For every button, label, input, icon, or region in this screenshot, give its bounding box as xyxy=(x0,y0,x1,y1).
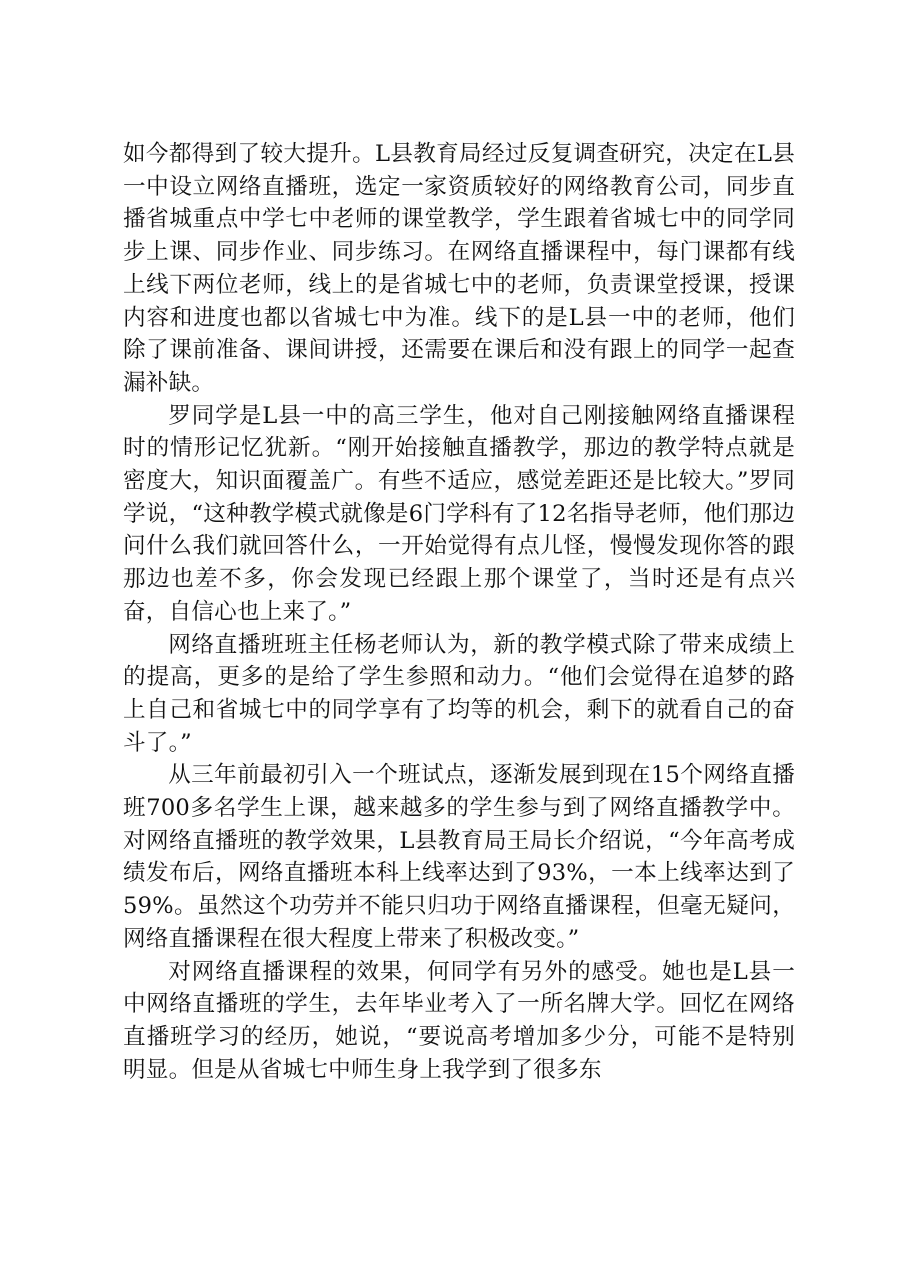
paragraph: 罗同学是L县一中的高三学生，他对自己刚接触网络直播课程时的情形记忆犹新。“刚开始接触直播教学，那边的教学特点就是密度大，知识面覆盖广。有些不适应，感觉差距还是比较大。”罗同学说，“这种教学模式就像是6门学科有了12名指导老师，他们那边问什么我们就回答什么，一开始觉得有点儿怪，慢慢发现你答的跟那边也差不多，你会发现已经跟上那个课堂了，当时还是有点兴奋，自信心也上来了。” xyxy=(123,402,795,625)
paragraph: 网络直播班班主任杨老师认为，新的教学模式除了带来成绩上的提高，更多的是给了学生参照和动力。“他们会觉得在追梦的路上自己和省城七中的同学享有了均等的机会，剩下的就看自己的奋斗了。” xyxy=(123,631,795,756)
paragraph: 对网络直播课程的效果，何同学有另外的感受。她也是L县一中网络直播班的学生，去年毕业考入了一所名牌大学。回忆在网络直播班学习的经历，她说，“要说高考增加多少分，可能不是特别明显。但是从省城七中师生身上我学到了很多东 xyxy=(123,958,795,1083)
paragraph: 如今都得到了较大提升。L县教育局经过反复调查研究，决定在L县一中设立网络直播班，选定一家资质较好的网络教育公司，同步直播省城重点中学七中老师的课堂教学，学生跟着省城七中的同学同步上课、同步作业、同步练习。在网络直播课程中，每门课都有线上线下两位老师，线上的是省城七中的老师，负责课堂授课，授课内容和进度也都以省城七中为准。线下的是L县一中的老师，他们除了课前准备、课间讲授，还需要在课后和没有跟上的同学一起查漏补缺。 xyxy=(123,141,795,396)
article-body xyxy=(123,138,795,1086)
paragraph: 从三年前最初引入一个班试点，逐渐发展到现在15个网络直播班700多名学生上课，越来越多的学生参与到了网络直播教学中。对网络直播班的教学效果，L县教育局王局长介绍说，“今年高考成绩发布后，网络直播班本科上线率达到了93%，一本上线率达到了59%。虽然这个功劳并不能只归功于网络直播课程，但毫无疑问，网络直播课程在很大程度上带来了积极改变。” xyxy=(123,762,795,952)
